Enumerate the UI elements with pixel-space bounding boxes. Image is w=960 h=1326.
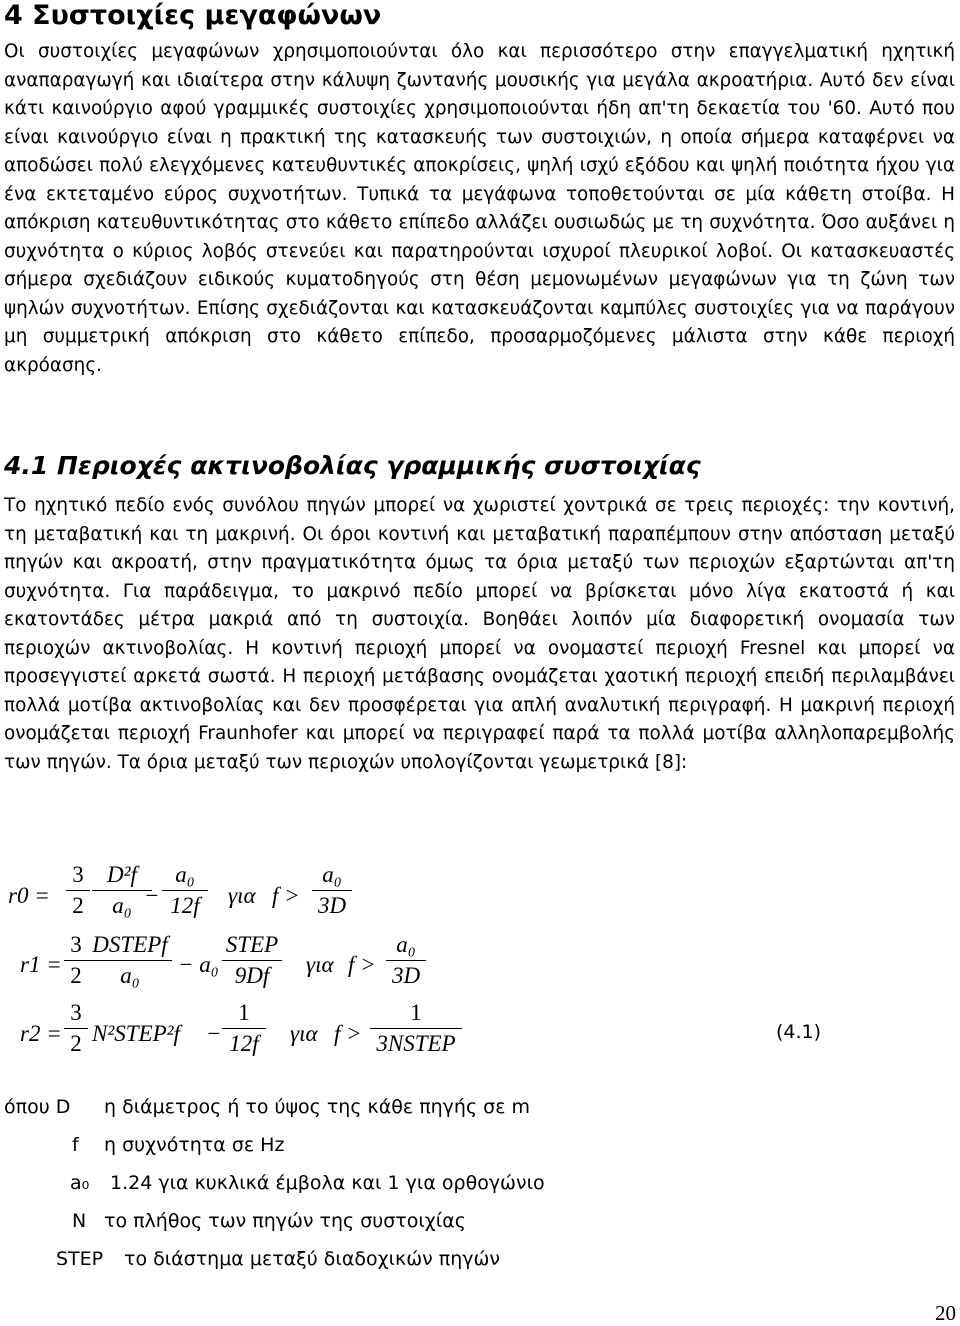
eq-r2-lhs: r2 =	[20, 1021, 62, 1046]
eq-r1-frac2: DSTEPf a₀	[88, 932, 172, 989]
eq-r0-cond: f >	[272, 883, 300, 908]
eq-r1-a0: a₀	[199, 952, 219, 977]
def-text-n: το πλήθος των πηγών της συστοιχίας	[104, 1210, 466, 1232]
section-heading: 4 Συστοιχίες μεγαφώνων	[4, 0, 382, 31]
eq-r1-lhs: r1 =	[20, 952, 62, 977]
eq-r0-minus: −	[144, 883, 160, 908]
eq-r1-minus-a0	[178, 952, 219, 978]
def-symbol-d: όπου D	[4, 1096, 71, 1118]
eq-r1-frac4: a₀ 3D	[386, 932, 426, 989]
page-number: 20	[935, 1301, 956, 1325]
def-text-a0: 1.24 για κυκλικά έμβολα και 1 για ορθογώνιο	[110, 1172, 545, 1194]
def-text-d: η διάμετρος ή το ύψος της κάθε πηγής σε m	[104, 1096, 531, 1118]
eq-r2-term: N²STEP²f	[92, 1021, 180, 1046]
eq-r1-frac3: STEP 9Df	[222, 932, 282, 989]
eq-r1-frac1: 3 2	[64, 932, 88, 989]
equation-number: (4.1)	[776, 1021, 822, 1043]
intro-paragraph: Οι συστοιχίες μεγαφώνων χρησιμοποιούνται όλο και περισσότερο στην επαγγελματική ηχητική αναπαραγωγή και ιδιαίτερα στην κάλυψη ζωντανής μουσικής για μεγάλα ακροατήρια. Αυτό δεν είναι κάτι καινούργιο αφού γραμμικές συστοιχίες χρησιμοποιούνται ήδη απ'τη δεκαετία του '60. Αυτό που είναι καινούργιο είναι η πρακτική της κατασκευής των συστοιχιών, η οποία σήμερα καταφέρνει να αποδώσει πολύ ελεγχόμενες κατευθυντικές αποκρίσεις, ψηλή ισχύ εξόδου και ψηλή ποιότητα ήχου για ένα εκτεταμένο εύρος συχνοτήτων. Τυπικά τα μεγάφωνα τοποθετούνται σε μία κάθετη στοίβα. Η απόκριση κατευθυντικότητας στο κάθετο επίπεδο αλλάζει ουσιωδώς με τη συχνότητα. Όσο αυξάνει η συχνότητα ο κύριος λοβός στενεύει και παρατηρούνται ισχυροί πλευρικοί λοβοί. Οι κατασκευαστές σήμερα σχεδιάζουν ειδικούς κυματοδηγούς στη θέση μεμονωμένων μεγαφώνων για τη ζώνη των ψηλών συχνοτήτων. Επίσης σχεδιάζονται και κατασκευάζονται καμπύλες συστοιχίες για να παράγουν μη συμμετρική απόκριση στο κάθετο επίπεδο, προσαρμοζόμενες μάλιστα στην κάθε περιοχή ακρόασης.	[4, 41, 955, 377]
def-text-f: η συχνότητα σε Hz	[104, 1134, 285, 1156]
def-symbol-f: f	[72, 1134, 79, 1156]
eq-r0-gia: για	[228, 883, 256, 908]
eq-r2-frac2: 1 12f	[222, 1000, 266, 1057]
eq-r0-lhs: r0 =	[8, 883, 50, 908]
regions-paragraph: Το ηχητικό πεδίο ενός συνόλου πηγών μπορεί να χωριστεί χοντρικά σε τρεις περιοχές: την κοντινή, τη μεταβατική και τη μακρινή. Οι όροι κοντινή και μεταβατική παραπέμπουν στην απόσταση μεταξύ πηγών και ακροατή, στην πραγματικότητα όμως τα όρια μεταξύ των περιοχών εξαρτώνται απ'τη συχνότητα. Για παράδειγμα, το μακρινό πεδίο μπορεί να βρίσκεται μόνο λίγα εκατοστά ή και εκατοντάδες μέτρα μακριά από τη συστοιχία. Βοηθάει λοιπόν μία διαφορετική ονομασία των περιοχών ακτινοβολίας. Η κοντινή περιοχή μπορεί να ονομαστεί περιοχή Fresnel και μπορεί να προσεγγιστεί αρκετά σωστά. Η περιοχή μετάβασης ονομάζεται χαοτική περιοχή επειδή περιλαμβάνει πολλά μοτίβα ακτινοβολίας και δεν προσφέρεται για απλή αναλυτική περιγραφή. Η μακρινή περιοχή ονομάζεται περιοχή Fraunhofer και μπορεί να περιγραφεί παρά τα πολλά μοτίβα αλληλοπαρεμβολής των πηγών. Τα όρια μεταξύ των περιοχών υπολογίζονται γεωμετρικά [8]:	[4, 495, 955, 773]
eq-r2-cond: f >	[334, 1021, 362, 1046]
eq-r0-frac2: D²f a₀	[92, 862, 152, 919]
eq-r2-gia: για	[290, 1021, 318, 1046]
eq-r0-frac4: a₀ 3D	[312, 862, 352, 919]
eq-r2-frac3: 1 3NSTEP	[370, 1000, 462, 1057]
def-symbol-step: STEP	[56, 1248, 104, 1270]
def-text-step: το διάστημα μεταξύ διαδοχικών πηγών	[124, 1248, 501, 1270]
eq-r1-cond: f >	[348, 952, 376, 977]
subsection-heading: 4.1 Περιοχές ακτινοβολίας γραμμικής συστοιχίας	[4, 451, 701, 480]
def-symbol-n: N	[72, 1210, 87, 1232]
eq-r2-frac1: 3 2	[64, 1000, 88, 1057]
eq-r1-gia: για	[306, 952, 334, 977]
eq-r1-minus: −	[178, 952, 194, 977]
eq-r2-minus: −	[206, 1021, 222, 1046]
eq-r0-frac1: 3 2	[66, 862, 90, 919]
def-symbol-a0: a₀	[70, 1172, 90, 1194]
eq-r0-frac3: a₀ 12f	[162, 862, 208, 919]
